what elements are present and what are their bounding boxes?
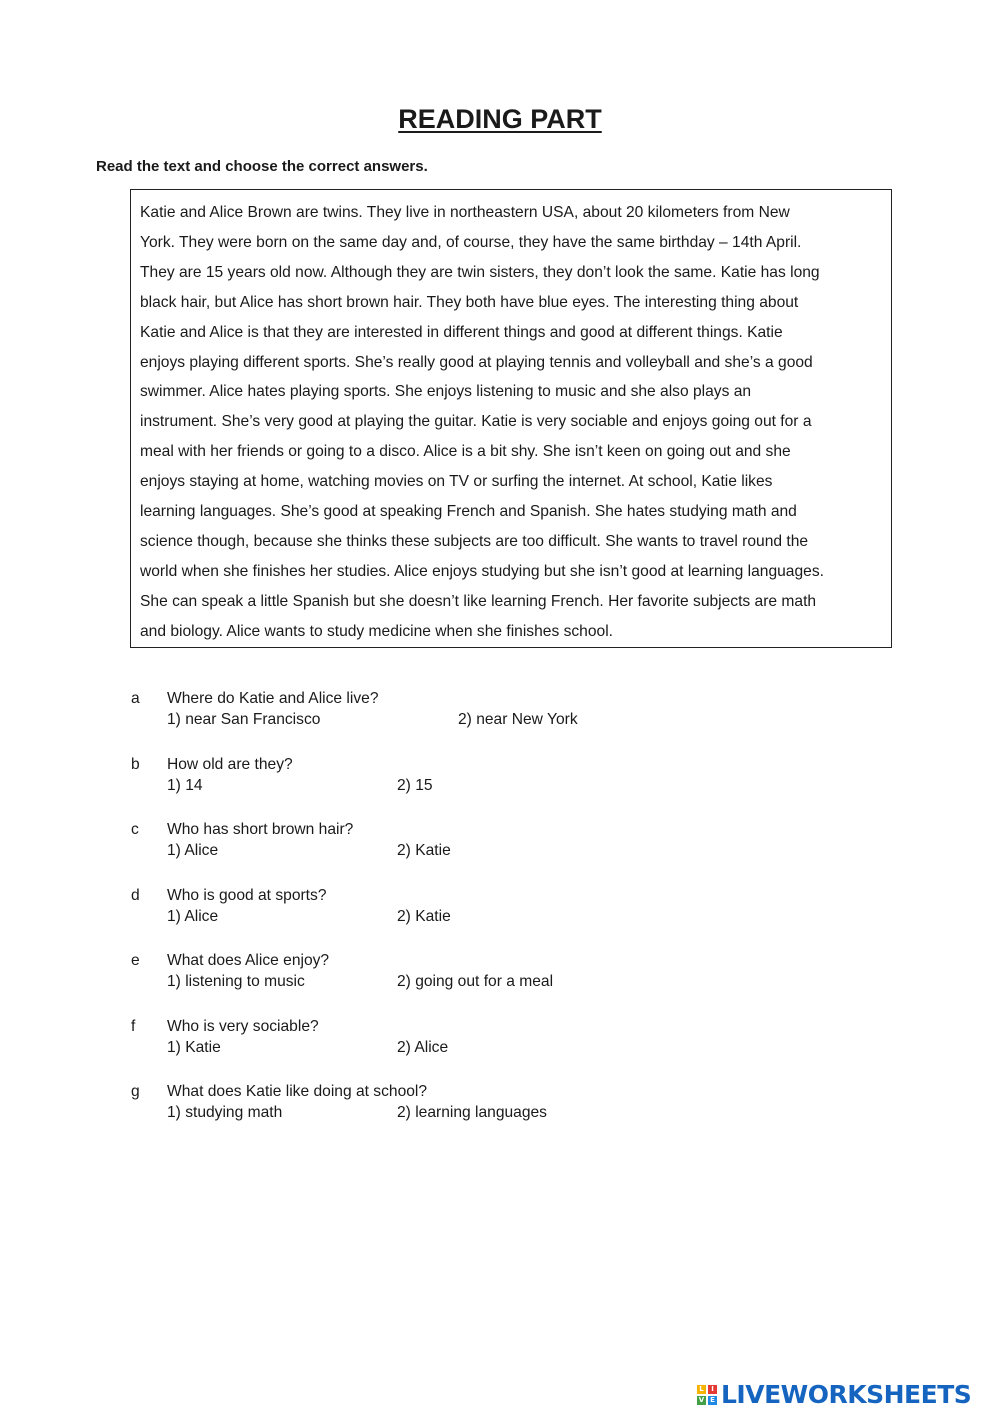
answer-option-2[interactable]: 2) Alice xyxy=(397,1038,449,1056)
question-d xyxy=(131,886,831,952)
answer-option-1[interactable]: 1) 14 xyxy=(167,776,203,794)
question-text: Who has short brown hair? xyxy=(167,821,354,838)
question-text: How old are they? xyxy=(167,755,293,773)
reading-passage-box xyxy=(130,189,892,648)
logo-mark-cell-v: V xyxy=(698,1396,705,1404)
answer-option-1[interactable]: 1) studying math xyxy=(167,1104,283,1121)
question-letter: f xyxy=(131,1017,136,1035)
answer-option-2[interactable]: 2) going out for a meal xyxy=(397,973,554,990)
question-text: What does Katie like doing at school? xyxy=(167,1083,428,1100)
question-e xyxy=(131,951,831,1017)
logo-mark-cell-i: I xyxy=(708,1385,717,1394)
question-letter: c xyxy=(131,821,139,838)
liveworksheets-logo-icon xyxy=(697,1385,717,1405)
question-list xyxy=(131,689,831,1148)
reading-passage-text: Katie and Alice Brown are twins. They live in northeastern USA, about 20 kilometers from New York. They were born on the same day and, of course, they have the same birthday – 14th April. They are 15 years old now. Although they are twin sisters, they don’t look the same. Katie has long black hair, but Alice has short brown hair. They both have blue eyes. The interesting thing about Katie and Alice is that they are interested in different things and good at different things. Katie enjoys playing different sports. She’s really good at playing tennis and volleyball and she’s a good swimmer. Alice hates playing sports. She enjoys listening to music and she also plays an instrument. She’s very good at playing the guitar. Katie is very sociable and enjoys going out for a meal with her friends or going to a disco. Alice is a bit shy. She isn’t keen on going out and she enjoys staying at home, watching movies on TV or surfing the internet. At school, Katie likes learning languages. She’s good at speaking French and Spanish. She hates studying math and science though, because she thinks these subjects are too difficult. She wants to travel round the world when she finishes her studies. Alice enjoys studying but she isn’t good at learning languages. She can speak a little Spanish but she doesn’t like learning French. Her favorite subjects are math and biology. Alice wants to study medicine when she finishes school. xyxy=(140,204,824,640)
answer-option-1[interactable]: 1) Katie xyxy=(167,1038,221,1056)
logo-mark-cell-l: L xyxy=(697,1385,706,1394)
answer-option-2[interactable]: 2) Katie xyxy=(397,842,451,859)
question-text: Who is good at sports? xyxy=(167,886,327,904)
answer-option-1[interactable]: 1) Alice xyxy=(167,842,219,859)
question-letter: d xyxy=(131,886,140,904)
answer-option-1[interactable]: 1) listening to music xyxy=(167,973,305,990)
question-text: Who is very sociable? xyxy=(167,1017,319,1035)
question-letter: a xyxy=(131,690,140,707)
question-text: Where do Katie and Alice live? xyxy=(167,690,379,707)
answer-option-2[interactable]: 2) learning languages xyxy=(397,1104,547,1121)
question-c xyxy=(131,820,831,886)
question-g xyxy=(131,1082,831,1148)
answer-option-1[interactable]: 1) Alice xyxy=(167,907,219,925)
answer-option-2[interactable]: 2) Katie xyxy=(397,907,451,925)
instruction-text: Read the text and choose the correct answers. xyxy=(96,158,428,175)
page-title: READING PART xyxy=(398,104,602,134)
question-letter: g xyxy=(131,1083,140,1100)
answer-option-2[interactable]: 2) 15 xyxy=(397,776,433,794)
question-letter: e xyxy=(131,952,140,969)
question-f xyxy=(131,1017,831,1083)
question-letter: b xyxy=(131,755,140,773)
liveworksheets-logo-text: LIVEWORKSHEETS xyxy=(721,1380,972,1409)
question-text: What does Alice enjoy? xyxy=(167,952,330,969)
answer-option-2[interactable]: 2) near New York xyxy=(458,711,578,728)
question-a xyxy=(131,689,831,755)
answer-option-1[interactable]: 1) near San Francisco xyxy=(167,711,321,728)
liveworksheets-logo xyxy=(697,1380,971,1410)
question-b xyxy=(131,755,831,821)
logo-mark-cell-e: E xyxy=(708,1396,717,1405)
